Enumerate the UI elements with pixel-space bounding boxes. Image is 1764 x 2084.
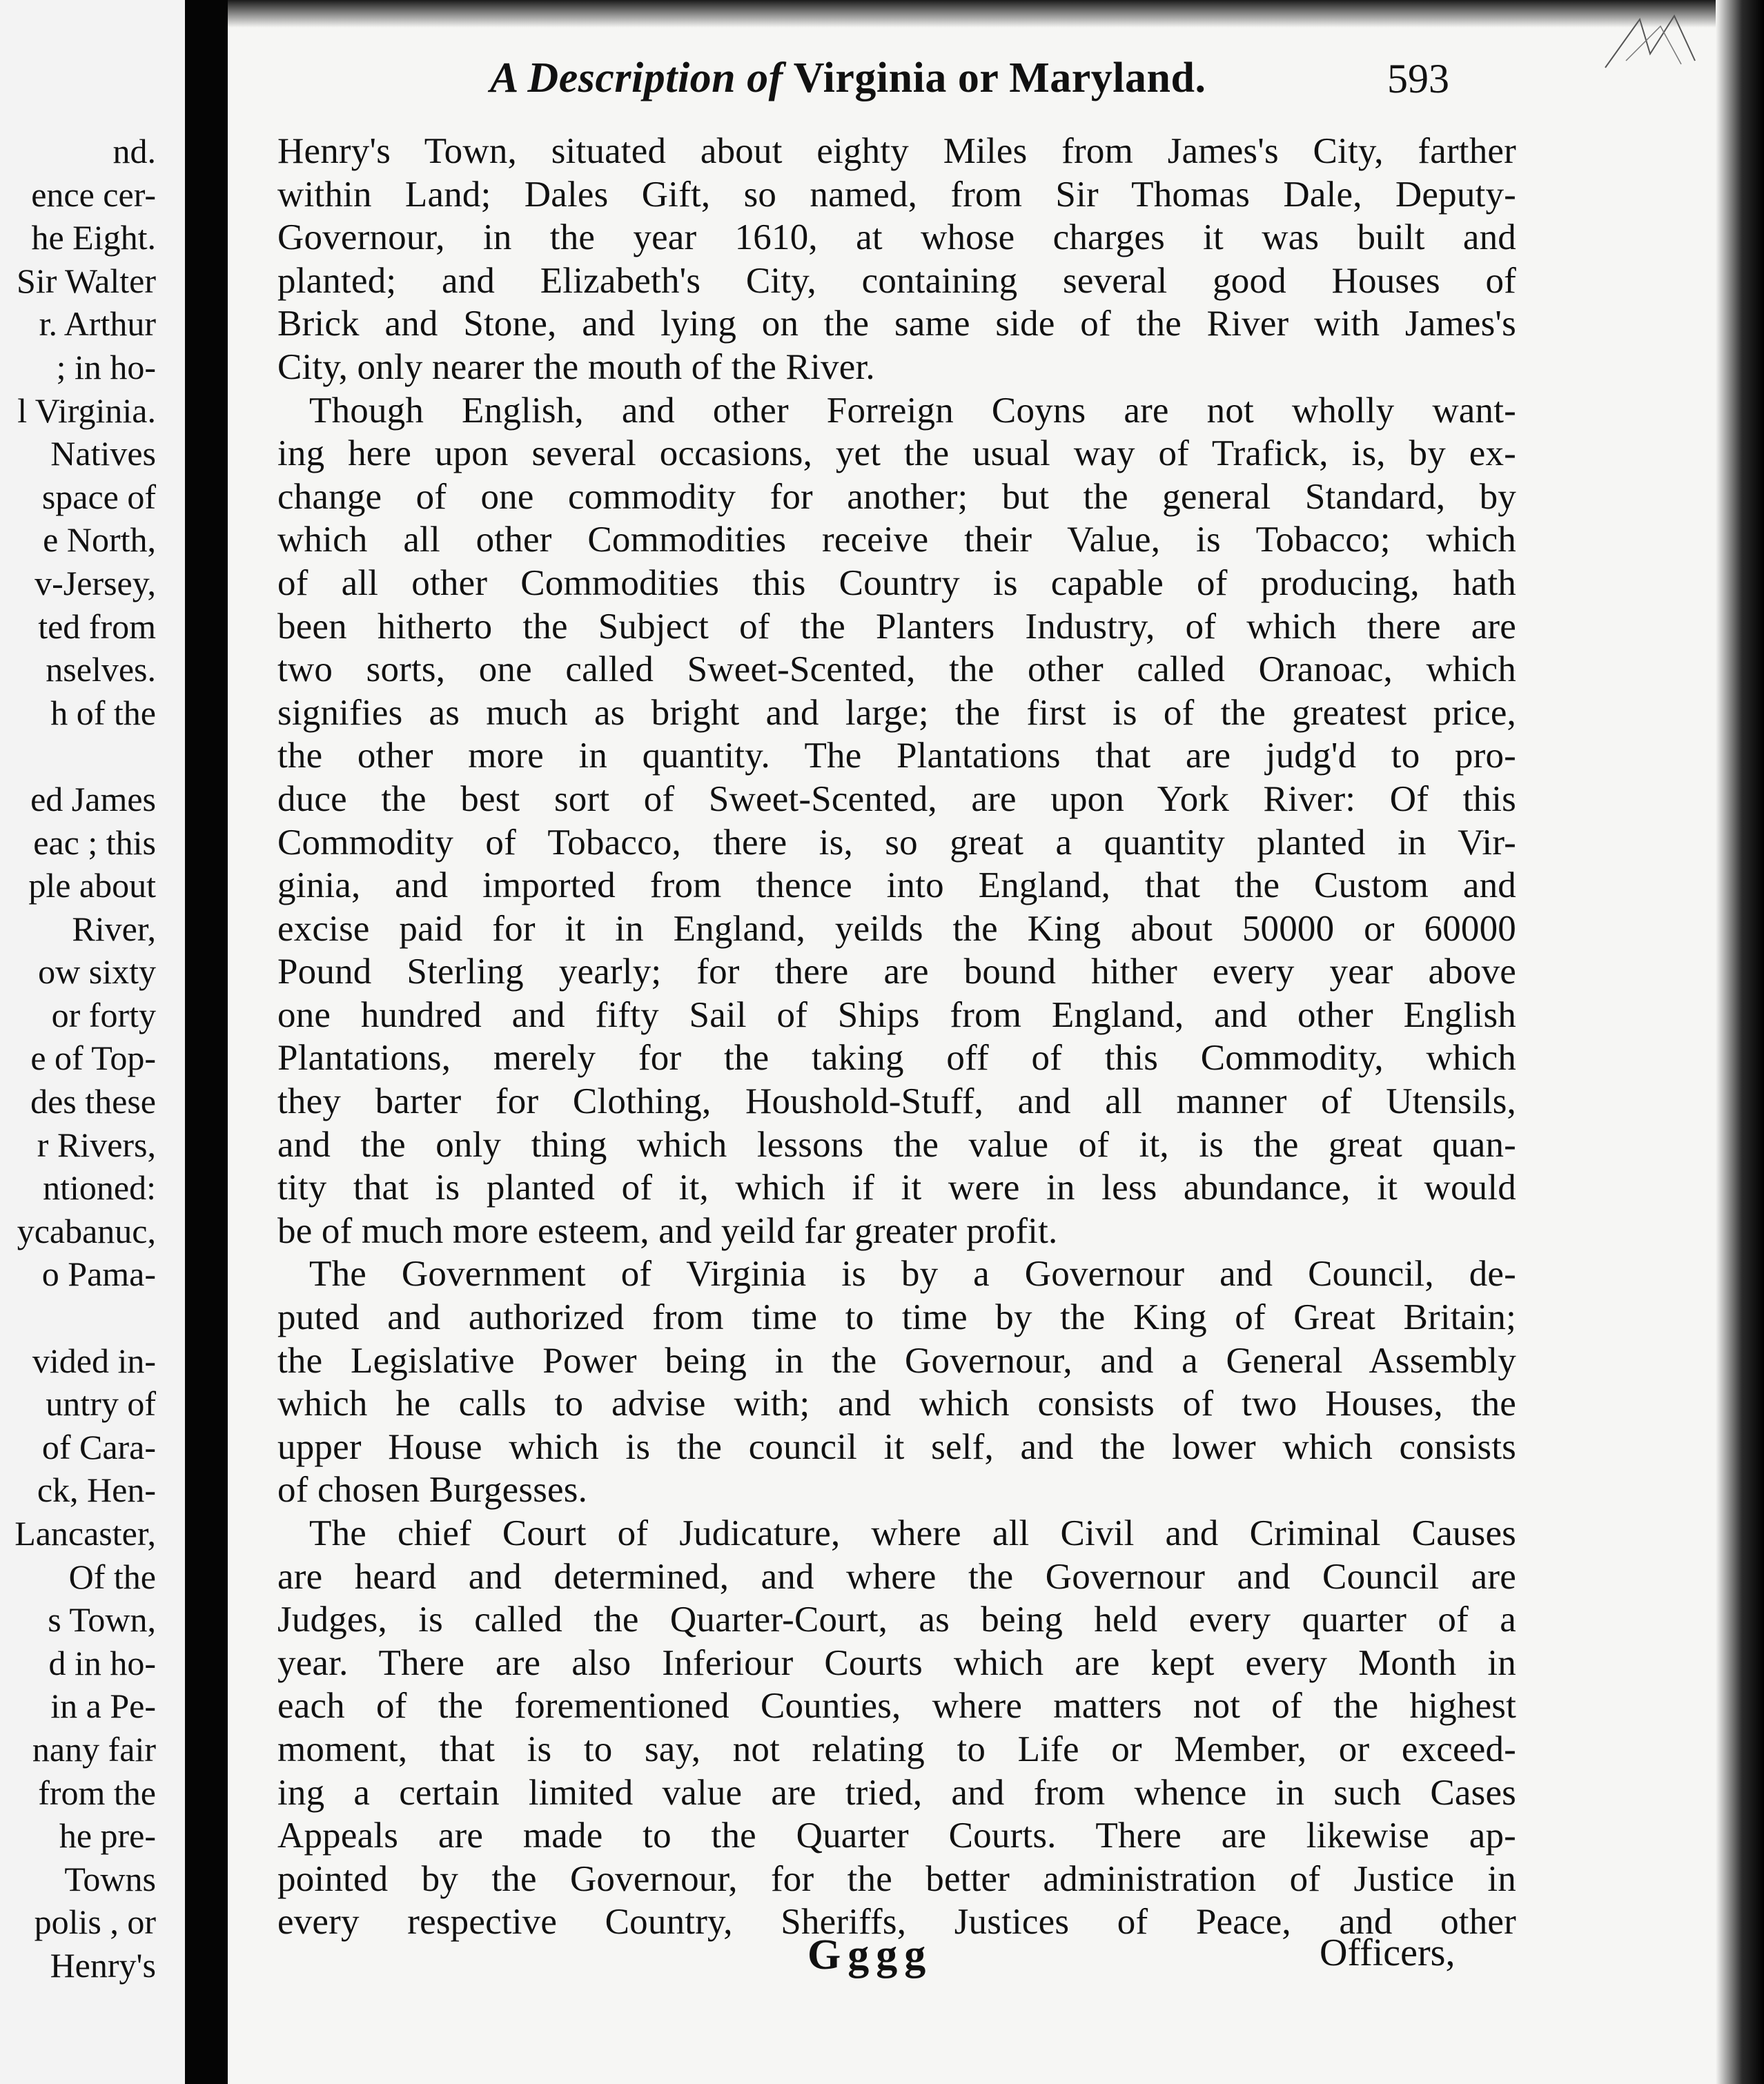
- text-line: of all other Commodities this Country is capable of producing, hath: [277, 562, 1516, 603]
- facing-page-line: ple about: [28, 866, 156, 905]
- text-line: each of the forementioned Counties, where matters not of the highest: [277, 1686, 1516, 1727]
- text-line: Pound Sterling yearly; for there are bound hither every year above: [277, 952, 1516, 992]
- text-line: upper House which is the council it self, and the lower which consists: [277, 1426, 1516, 1467]
- text-line: which all other Commodities receive their Value, is Tobacco; which: [277, 520, 1516, 560]
- text-line: moment, that is to say, not relating to Life or Member, or exceed-: [277, 1729, 1516, 1769]
- facing-page-line: Sir Walter: [17, 261, 156, 300]
- facing-page-line: s Town,: [48, 1600, 156, 1640]
- facing-page-left: [0, 0, 185, 2084]
- facing-page-line: vided in-: [32, 1341, 156, 1380]
- text-line: Commodity of Tobacco, there is, so great a quantity planted in Vir-: [277, 822, 1516, 863]
- text-line: every respective Country, Sheriffs, Justices of Peace, and other: [277, 1902, 1516, 1943]
- facing-page-line: in a Pe-: [50, 1687, 156, 1726]
- facing-page-line: Lancaster,: [14, 1514, 156, 1553]
- page-edge-shadow: [1716, 0, 1764, 2084]
- text-line: Governour, in the year 1610, at whose charges it was built and: [277, 217, 1516, 258]
- facing-page-line: or forty: [51, 995, 156, 1034]
- facing-page-line: Of the: [68, 1557, 156, 1596]
- text-line: change of one commodity for another; but the general Standard, by: [277, 476, 1516, 517]
- text-line: Though English, and other Forreign Coyns are not wholly want-: [309, 390, 1516, 431]
- facing-page-line: Henry's: [50, 1945, 156, 1985]
- facing-page-line: untry of: [46, 1384, 156, 1424]
- facing-page-line: he pre-: [59, 1816, 156, 1856]
- text-line: pointed by the Governour, for the better administration of Justice in: [277, 1858, 1516, 1899]
- text-line: The chief Court of Judicature, where all Civil and Criminal Causes: [309, 1513, 1516, 1553]
- text-line: tity that is planted of it, which if it were in less abundance, it would: [277, 1168, 1516, 1208]
- facing-page-line: e of Top-: [30, 1039, 156, 1078]
- facing-page-line: nd.: [112, 132, 156, 170]
- facing-page-line: polis , or: [34, 1903, 156, 1942]
- facing-page-line: d in ho-: [48, 1643, 156, 1682]
- facing-page-line: from the: [38, 1773, 156, 1812]
- text-line: The Government of Virginia is by a Governour and Council, de-: [309, 1254, 1516, 1295]
- facing-page-line: ck, Hen-: [37, 1471, 156, 1510]
- facing-page-line: ycabanuc,: [17, 1211, 156, 1250]
- facing-page-line: v-Jersey,: [35, 563, 156, 602]
- text-line: the Legislative Power being in the Governour, and a General Assembly: [277, 1340, 1516, 1381]
- facing-page-line: r. Arthur: [39, 304, 156, 344]
- page-number: 593: [1387, 56, 1449, 101]
- facing-page-line: ence cer-: [31, 175, 156, 214]
- facing-page-line: ted from: [38, 607, 156, 646]
- text-line: duce the best sort of Sweet-Scented, are upon York River: Of this: [277, 778, 1516, 819]
- text-line: within Land; Dales Gift, so named, from Sir Thomas Dale, Deputy-: [277, 174, 1516, 215]
- facing-page-line: l Virginia.: [17, 391, 156, 430]
- book-page: [228, 0, 1764, 2084]
- facing-page-line: Towns: [64, 1859, 156, 1898]
- facing-page-line: [0, 1296, 185, 1339]
- facing-page-line: nselves.: [46, 650, 156, 689]
- facing-page-line: des these: [30, 1082, 156, 1121]
- facing-page-line: ntioned:: [43, 1168, 156, 1208]
- catchword: Officers,: [1320, 1931, 1456, 1974]
- text-line: ing a certain limited value are tried, and from whence in such Cases: [277, 1772, 1516, 1813]
- body-text: [277, 130, 1516, 1944]
- text-line: Appeals are made to the Quarter Courts. There are likewise ap-: [277, 1816, 1516, 1856]
- text-line: Henry's Town, situated about eighty Miles from James's City, farther: [277, 131, 1516, 171]
- facing-page-line: ed James: [30, 779, 156, 818]
- text-line: excise paid for it in England, yeilds the King about 50000 or 60000: [277, 908, 1516, 949]
- text-line: two sorts, one called Sweet-Scented, the other called Oranoac, which: [277, 649, 1516, 690]
- text-line: which he calls to advise with; and which consists of two Houses, the: [277, 1384, 1516, 1424]
- text-line: Judges, is called the Quarter-Court, as being held every quarter of a: [277, 1600, 1516, 1640]
- page-footer: [228, 1931, 1764, 1986]
- text-line: been hitherto the Subject of the Planters Industry, of which there are: [277, 606, 1516, 647]
- text-line: Plantations, merely for the taking off of this Commodity, which: [277, 1038, 1516, 1079]
- page-top-shadow: [228, 0, 1764, 28]
- facing-page-line: ; in ho-: [56, 347, 156, 386]
- facing-page-line: eac ; this: [33, 823, 156, 862]
- text-line: ginia, and imported from thence into England, that the Custom and: [277, 865, 1516, 906]
- facing-page-text: [0, 130, 185, 1987]
- page-header: [228, 54, 1764, 109]
- facing-page-line: [0, 734, 185, 778]
- text-line: year. There are also Inferiour Courts which are kept every Month in: [277, 1642, 1516, 1683]
- text-line: of chosen Burgesses.: [277, 1470, 588, 1511]
- facing-page-line: space of: [41, 477, 156, 516]
- facing-page-line: of Cara-: [41, 1427, 156, 1466]
- text-line: puted and authorized from time to time by the King of Great Britain;: [277, 1297, 1516, 1338]
- signature-mark: Gggg: [807, 1931, 933, 1978]
- text-line: Brick and Stone, and lying on the same side of the River with James's: [277, 304, 1516, 344]
- text-line: are heard and determined, and where the Governour and Council are: [277, 1556, 1516, 1597]
- text-line: signifies as much as bright and large; the first is of the greatest price,: [277, 692, 1516, 733]
- text-line: and the only thing which lessons the value of it, is the great quan-: [277, 1124, 1516, 1165]
- facing-page-line: he Eight.: [31, 218, 156, 257]
- facing-page-line: r Rivers,: [37, 1125, 156, 1164]
- book-gutter: [185, 0, 228, 2084]
- running-title: [490, 54, 1206, 103]
- text-line: be of much more esteem, and yeild far greater profit.: [277, 1210, 1058, 1251]
- text-line: they barter for Clothing, Houshold-Stuff, and all manner of Utensils,: [277, 1081, 1516, 1122]
- text-line: one hundred and fifty Sail of Ships from England, and other English: [277, 994, 1516, 1035]
- facing-page-line: e North,: [43, 520, 156, 560]
- text-line: planted; and Elizabeth's City, containing several good Houses of: [277, 260, 1516, 301]
- running-title-roman: Virginia or Maryland.: [793, 55, 1206, 101]
- facing-page-line: ow sixty: [38, 952, 156, 992]
- text-line: City, only nearer the mouth of the River.: [277, 346, 875, 387]
- text-line: ing here upon several occasions, yet the usual way of Trafick, is, by ex-: [277, 433, 1516, 474]
- facing-page-line: h of the: [50, 693, 156, 732]
- facing-page-line: nany fair: [32, 1729, 156, 1769]
- facing-page-line: River,: [72, 909, 156, 948]
- corner-ornament-icon: [1598, 12, 1702, 75]
- facing-page-line: Natives: [50, 434, 156, 473]
- text-line: the other more in quantity. The Plantations that are judg'd to pro-: [277, 736, 1516, 776]
- facing-page-line: o Pama-: [41, 1255, 156, 1294]
- running-title-italic: A Description of: [490, 55, 783, 101]
